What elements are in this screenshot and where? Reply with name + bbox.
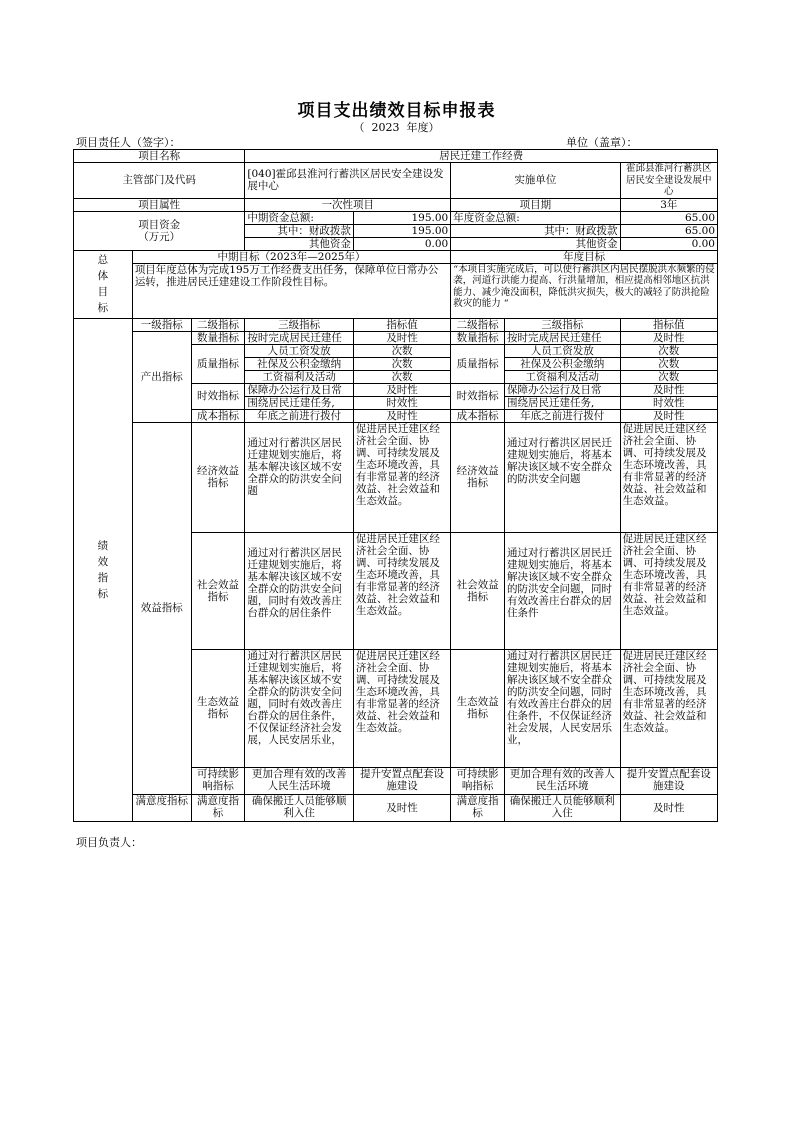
time-l3-mid-0 [245, 383, 354, 396]
year-goal-header: 年度目标 [451, 250, 718, 263]
time-l3-year-0 [504, 383, 620, 396]
sustain-val-mid [353, 767, 450, 794]
header-level2-year: 二级指标 [451, 318, 505, 331]
quality-l3-year-0: 人员工资发放 [504, 344, 620, 357]
year-total-value: 65.00 [620, 211, 717, 224]
project-leader-label: 项目负责人： [76, 836, 142, 849]
satisfaction-l3-mid-text: 确保搬迁人员能够顺利入住 [251, 794, 347, 819]
project-name-value: 居民迁建工作经费 [245, 150, 718, 163]
form-title: 项目支出绩效目标申报表 [297, 101, 496, 121]
time-l3-year-0-text: 保障办公运行及日常 [506, 383, 602, 396]
satisfaction-val-year: 及时性 [620, 794, 717, 821]
sustain-label-year [451, 767, 505, 794]
header-level3-year: 三级指标 [504, 318, 620, 331]
mid-total-label: 中期资金总额: [245, 211, 354, 224]
social-l3-mid [245, 532, 354, 649]
cost-label-year: 成本指标 [451, 409, 505, 422]
time-label-mid: 时效指标 [191, 383, 245, 409]
sustain-l3-mid [245, 767, 354, 794]
eco-l3-year [504, 649, 620, 767]
time-l3-mid-0-text: 保障办公运行及日常 [247, 383, 342, 396]
sustain-l3-year [504, 767, 620, 794]
satisfaction-l3-mid [245, 794, 354, 821]
impl-unit-value: 霍邱县淮河行蓄洪区居民安全建设发展中心 [620, 163, 717, 199]
header-level3-mid: 三级指标 [245, 318, 354, 331]
mid-goal-text [132, 263, 450, 318]
social-l3-year [504, 532, 620, 649]
time-val-year-1: 时效性 [620, 396, 717, 409]
quality-val-mid-1: 次数 [353, 357, 450, 370]
satisfaction-l3-year [504, 794, 620, 821]
header-value-year: 指标值 [620, 318, 717, 331]
header-value-mid: 指标值 [353, 318, 450, 331]
sustain-l3-year-text: 更加合理有效的改善人民生活环境 [509, 767, 615, 792]
quantity-l3-mid [245, 331, 354, 344]
year-total-label: 年度资金总额: [451, 211, 620, 224]
dept-label: 主管部门及代码 [74, 163, 245, 199]
indicators-side-label [74, 318, 133, 821]
output-indicator-label: 产出指标 [132, 331, 191, 422]
eco-val-year [620, 649, 717, 767]
quality-val-year-0: 次数 [620, 344, 717, 357]
year-goal-content: “本项目实施完成后，可以使行蓄洪区内居民摆脱洪水频繁的侵袭，河道行洪能力提高、行洪量增加，相应提高相邻地区抗洪能力、减少淹没面积，降低洪灾损失，极大的减轻了防洪抢险救灾的能力 “ [453, 263, 715, 309]
eco-val-mid [353, 649, 450, 767]
satisfaction-l1-text: 满意度指标 [135, 794, 188, 807]
eco-val-mid-text: 促进居民迁建区经济社会全面、协调、可持续发展及生态环境改善，具有非常显著的经济效益、社会效益和生态效益。 [355, 649, 440, 734]
social-val-year [620, 532, 717, 649]
social-label-mid: 社会效益指标 [191, 532, 245, 649]
quality-l3-mid-2: 工资福利及活动 [245, 370, 354, 383]
time-l3-mid-1-text: 围绕居民迁建任务, [247, 396, 335, 409]
unit-seal-label: 单位（盖章）： [566, 136, 638, 149]
econ-val-mid [353, 422, 450, 532]
quality-l3-year-1: 社保及公积金缴纳 [504, 357, 620, 370]
quality-l3-year-2: 工资福利及活动 [504, 370, 620, 383]
social-val-year-text: 促进居民迁建区经济社会全面、协调、可持续发展及生态环境改善，具有非常显著的经济效益、社会效益和生态效益。 [622, 532, 707, 617]
sustain-val-year [620, 767, 717, 794]
mid-other-label: 其他资金 [245, 237, 354, 250]
satisfaction-val-mid: 及时性 [353, 794, 450, 821]
quality-label-mid: 质量指标 [191, 344, 245, 383]
quantity-l3-year-text: 按时完成居民迁建任 [506, 331, 602, 344]
eco-l3-mid-text: 通过对行蓄洪区居民迁建规划实施后，将基本解决该区域不安全群众的防洪安全问题，同时有效改善庄台群众的居住条件，不仅保证经济社会发展，人民安居乐业， [247, 649, 342, 746]
mid-goal-content: 项目年度总体为完成195万工作经费支出任务，保障单位日常办公运转，推进居民迁建建设工作阶段性目标。 [134, 263, 439, 288]
year-goal-text [451, 263, 718, 318]
econ-l3-mid [245, 422, 354, 532]
year-other-value: 0.00 [620, 237, 717, 250]
time-val-year-0: 及时性 [620, 383, 717, 396]
satisfaction-indicator-label [132, 794, 191, 821]
econ-l3-year-text: 通过对行蓄洪区居民迁建规划实施后，将基本解决该区域不安全群众的防洪安全问题 [506, 436, 612, 485]
funds-unit-text: （万元） [138, 230, 181, 243]
sustain-val-mid-text: 提升安置点配套设施建设 [360, 767, 445, 792]
mid-fiscal-label: 其中：财政拨款 [245, 224, 354, 237]
cost-l3-mid: 年底之前进行拨付 [245, 409, 354, 422]
social-val-mid [353, 532, 450, 649]
dept-value: [040]霍邱县淮河行蓄洪区居民安全建设发展中心 [245, 163, 451, 199]
econ-label-mid: 经济效益指标 [191, 422, 245, 532]
eco-l3-year-text: 通过对行蓄洪区居民迁建规划实施后，将基本解决该区域不安全群众的防洪安全问题，同时有效改善庄台群众的居住条件，不仅保证经济社会发展，人民安居乐业， [506, 649, 612, 746]
quality-val-year-2: 次数 [620, 370, 717, 383]
quality-val-mid-0: 次数 [353, 344, 450, 357]
impl-unit-label: 实施单位 [451, 163, 620, 199]
quality-l3-mid-1: 社保及公积金缴纳 [245, 357, 354, 370]
sustain-label-mid [191, 767, 245, 794]
cost-val-year: 及时性 [620, 409, 717, 422]
time-l3-year-1 [504, 396, 620, 409]
mid-goal-header: 中期目标（2023年—2025年） [132, 250, 450, 263]
econ-l3-year [504, 422, 620, 532]
econ-val-mid-text: 促进居民迁建区经济社会全面、协调、可持续发展及生态环境改善，具有非常显著的经济效益、社会效益和生态效益。 [355, 422, 440, 507]
social-label-year: 社会效益指标 [451, 532, 505, 649]
social-l3-year-text: 通过对行蓄洪区居民迁建规划实施后，将基本解决该区域不安全群众的防洪安全问题，同时有效改善庄台群众的居住条件 [506, 546, 612, 619]
time-label-year: 时效指标 [451, 383, 505, 409]
quantity-label-mid: 数量指标 [191, 331, 245, 344]
social-l3-mid-text: 通过对行蓄洪区居民迁建规划实施后，将基本解决该区域不安全群众的防洪安全问题，同时有效改善庄台群众的居住条件 [247, 546, 342, 619]
satisfaction-l2-mid-text: 满意度指标 [197, 794, 239, 819]
econ-val-year [620, 422, 717, 532]
quality-l3-mid-0: 人员工资发放 [245, 344, 354, 357]
sustain-label-year-text: 可持续影响指标 [456, 767, 499, 792]
responsible-person-label: 项目责任人（签字）： [76, 136, 181, 149]
time-l3-mid-1 [245, 396, 354, 409]
sustain-l3-mid-text: 更加合理有效的改善人民生活环境 [251, 767, 347, 792]
econ-val-year-text: 促进居民迁建区经济社会全面、协调、可持续发展及生态环境改善，具有非常显著的经济效益、社会效益和生态效益。 [622, 422, 707, 507]
quantity-label-year: 数量指标 [451, 331, 505, 344]
eco-label-year: 生态效益指标 [451, 649, 505, 767]
overall-goal-side-label [74, 250, 133, 318]
time-val-mid-0: 及时性 [353, 383, 450, 396]
econ-label-year: 经济效益指标 [451, 422, 505, 532]
mid-total-value: 195.00 [353, 211, 450, 224]
time-val-mid-1: 时效性 [353, 396, 450, 409]
sustain-val-year-text: 提升安置点配套设施建设 [626, 767, 711, 792]
satisfaction-l2-year [451, 794, 505, 821]
quantity-val-mid: 及时性 [353, 331, 450, 344]
project-attr-value: 一次性项目 [245, 198, 451, 211]
satisfaction-l2-year-text: 满意度指标 [456, 794, 499, 819]
year-fiscal-value: 65.00 [620, 224, 717, 237]
sustain-label-mid-text: 可持续影响指标 [197, 767, 239, 792]
overall-goal-side-text: 总 体 目 标 [97, 254, 109, 314]
cost-label-mid: 成本指标 [191, 409, 245, 422]
eco-label-mid: 生态效益指标 [191, 649, 245, 767]
time-l3-year-1-text: 围绕居民迁建任务, [506, 396, 595, 409]
header-level1: 一级指标 [132, 318, 191, 331]
project-period-value: 3年 [620, 198, 717, 211]
quantity-l3-mid-text: 按时完成居民迁建任 [247, 331, 342, 344]
year-line: （ 2023 年度） [353, 121, 440, 134]
cost-l3-year: 年底之前进行拨付 [504, 409, 620, 422]
performance-goal-table [73, 149, 718, 822]
quantity-val-year: 及时性 [620, 331, 717, 344]
quality-val-year-1: 次数 [620, 357, 717, 370]
year-fiscal-label: 其中：财政拨款 [451, 224, 620, 237]
project-name-label: 项目名称 [74, 150, 245, 163]
project-attr-label: 项目属性 [74, 198, 245, 211]
satisfaction-l3-year-text: 确保搬迁人员能够顺利入住 [509, 794, 615, 819]
eco-l3-mid [245, 649, 354, 767]
eco-val-year-text: 促进居民迁建区经济社会全面、协调、可持续发展及生态环境改善，具有非常显著的经济效益、社会效益和生态效益。 [622, 649, 707, 734]
quality-val-mid-2: 次数 [353, 370, 450, 383]
funds-label-text: 项目资金 [138, 218, 181, 231]
social-val-mid-text: 促进居民迁建区经济社会全面、协调、可持续发展及生态环境改善，具有非常显著的经济效益、社会效益和生态效益。 [355, 532, 440, 617]
indicators-side-text: 绩 效 指 标 [97, 539, 109, 600]
project-period-label: 项目期 [451, 198, 620, 211]
funds-label [74, 211, 245, 250]
econ-l3-mid-text: 通过对行蓄洪区居民迁建规划实施后，将基本解决该区域不安全群众的防洪安全问题 [247, 436, 342, 497]
header-level2-mid: 二级指标 [191, 318, 245, 331]
mid-fiscal-value: 195.00 [353, 224, 450, 237]
mid-other-value: 0.00 [353, 237, 450, 250]
year-other-label: 其他资金 [451, 237, 620, 250]
benefit-indicator-label: 效益指标 [132, 422, 191, 794]
quality-label-year: 质量指标 [451, 344, 505, 383]
quantity-l3-year [504, 331, 620, 344]
cost-val-mid: 及时性 [353, 409, 450, 422]
satisfaction-l2-mid [191, 794, 245, 821]
